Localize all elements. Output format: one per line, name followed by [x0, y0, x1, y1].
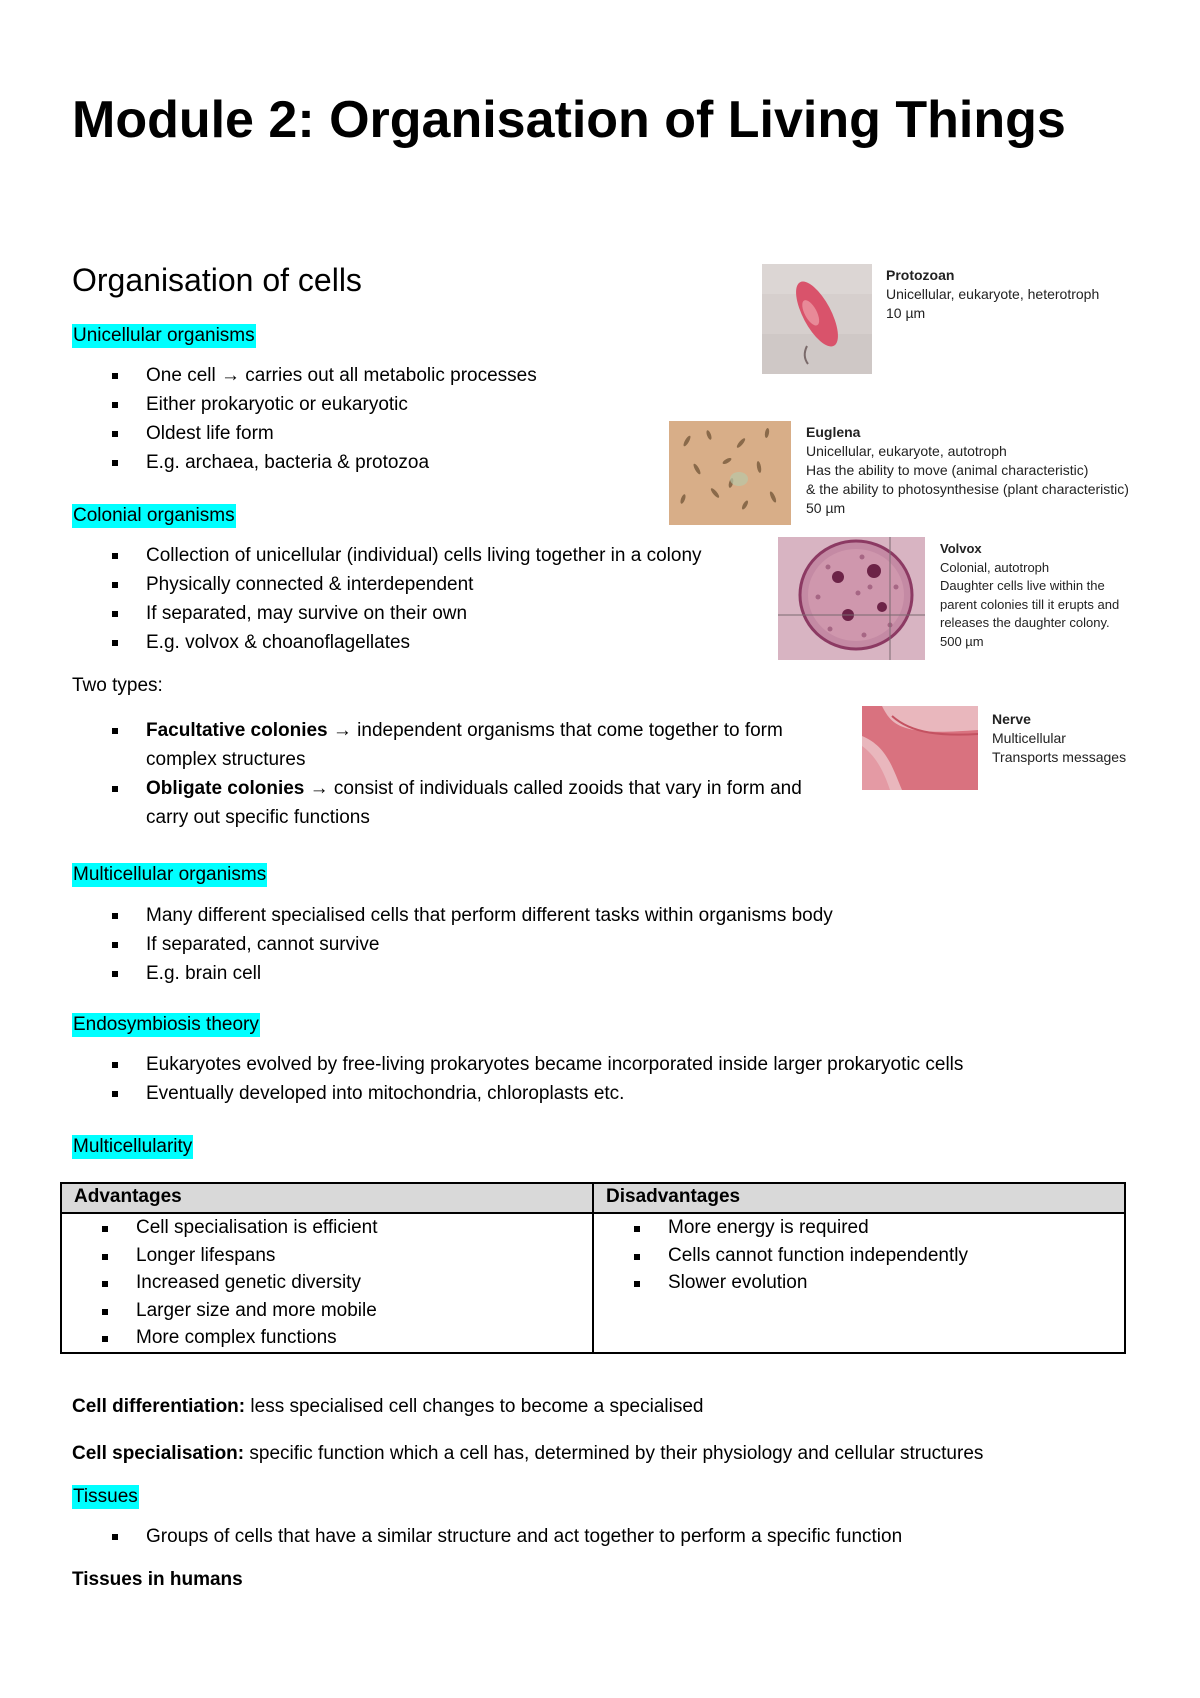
colony-types-list: [72, 716, 832, 832]
volvox-desc-3: parent colonies till it erupts and: [940, 596, 1120, 612]
unicellular-list: [72, 361, 537, 477]
volvox-size: 500 µm: [940, 633, 984, 649]
list-item: Slower evolution: [594, 1269, 1124, 1297]
tissues-in-humans-label: Tissues in humans: [72, 1569, 243, 1590]
list-item: Many different specialised cells that perform different tasks within organisms body: [72, 901, 833, 930]
list-item: Cell specialisation is efficient: [62, 1214, 592, 1242]
volvox-caption: [940, 540, 1119, 651]
list-item: More energy is required: [594, 1214, 1124, 1242]
differentiation-term: Cell differentiation:: [72, 1396, 246, 1417]
euglena-image: [669, 421, 791, 525]
list-item: Either prokaryotic or eukaryotic: [72, 390, 537, 419]
advantages-cell: [61, 1213, 593, 1353]
list-item: E.g. archaea, bacteria & protozoa: [72, 448, 537, 477]
list-item: [72, 774, 832, 832]
list-item: E.g. volvox & choanoflagellates: [72, 628, 832, 657]
protozoan-caption: [886, 266, 1099, 323]
volvox-desc-4: releases the daughter colony.: [940, 615, 1110, 630]
colonial-heading: Colonial organisms: [73, 505, 235, 526]
disadvantages-cell: [593, 1213, 1125, 1353]
protozoan-size: 10 µm: [886, 305, 926, 321]
list-item: More complex functions: [62, 1324, 592, 1352]
nerve-desc-2: Transports messages: [992, 749, 1127, 765]
list-item: One cell → carries out all metabolic processes: [72, 361, 537, 390]
list-item: If separated, cannot survive: [72, 930, 833, 959]
multicellular-list: [72, 901, 833, 988]
cell-specialisation-definition: [72, 1439, 983, 1468]
nerve-image: [862, 706, 978, 790]
endosymbiosis-section: [72, 1013, 963, 1108]
list-item: Longer lifespans: [62, 1242, 592, 1270]
advantages-list: [62, 1214, 592, 1352]
colonial-section: [72, 504, 832, 832]
table-row: [61, 1213, 1125, 1353]
endosymbiosis-list: [72, 1050, 963, 1108]
list-item: [72, 716, 832, 774]
list-item: Eventually developed into mitochondria, chloroplasts etc.: [72, 1079, 963, 1108]
section-title: Organisation of cells: [72, 262, 362, 298]
facultative-text: → independent organisms that come together to form complex structures: [146, 720, 783, 770]
euglena-caption: [806, 423, 1129, 518]
list-item: Physically connected & interdependent: [72, 570, 832, 599]
obligate-term: Obligate colonies: [146, 778, 305, 799]
euglena-name: Euglena: [806, 424, 861, 440]
euglena-desc-1: Unicellular, eukaryote, autotroph: [806, 443, 1007, 459]
list-item: Cells cannot function independently: [594, 1242, 1124, 1270]
multicellularity-heading: Multicellularity: [73, 1136, 193, 1157]
list-item: E.g. brain cell: [72, 959, 833, 988]
tissues-list: [72, 1522, 902, 1551]
page-title: Module 2: Organisation of Living Things: [72, 91, 1066, 149]
list-item: Eukaryotes evolved by free-living prokaryotes became incorporated inside larger prokaryotic cells: [72, 1050, 963, 1079]
cell-differentiation-definition: [72, 1392, 704, 1421]
disadvantages-header: Disadvantages: [593, 1183, 1125, 1213]
volvox-desc-2: Daughter cells live within the: [940, 578, 1105, 593]
nerve-desc-1: Multicellular: [992, 730, 1066, 746]
list-item: Groups of cells that have a similar structure and act together to perform a specific function: [72, 1522, 902, 1551]
list-item: Oldest life form: [72, 419, 537, 448]
specialisation-text: specific function which a cell has, determined by their physiology and cellular structures: [244, 1443, 984, 1464]
multicellular-heading: Multicellular organisms: [73, 864, 267, 885]
list-item: Larger size and more mobile: [62, 1297, 592, 1325]
disadvantages-list: [594, 1214, 1124, 1297]
differentiation-text: less specialised cell changes to become a specialised: [245, 1396, 704, 1417]
euglena-size: 50 µm: [806, 500, 846, 516]
euglena-desc-2: Has the ability to move (animal characteristic): [806, 462, 1089, 478]
list-item: Collection of unicellular (individual) cells living together in a colony: [72, 541, 832, 570]
colonial-list: [72, 541, 832, 657]
euglena-desc-3: & the ability to photosynthesise (plant characteristic): [806, 481, 1129, 497]
volvox-name: Volvox: [940, 541, 982, 556]
advantages-header: Advantages: [61, 1183, 593, 1213]
list-item: Increased genetic diversity: [62, 1269, 592, 1297]
protozoan-name: Protozoan: [886, 267, 955, 283]
table-header-row: [61, 1183, 1125, 1213]
obligate-text: → consist of individuals called zooids that vary in form and carry out specific functions: [146, 778, 802, 828]
two-types-label: Two types:: [72, 675, 163, 696]
volvox-desc-1: Colonial, autotroph: [940, 559, 1050, 575]
multicellularity-table: [60, 1182, 1126, 1354]
facultative-term: Facultative colonies: [146, 720, 328, 741]
unicellular-section: [72, 324, 537, 477]
multicellularity-section: [72, 1135, 193, 1159]
specialisation-term: Cell specialisation:: [72, 1443, 245, 1464]
nerve-name: Nerve: [992, 711, 1031, 727]
multicellular-section: [72, 863, 833, 988]
list-item: If separated, may survive on their own: [72, 599, 832, 628]
tissues-section: [72, 1485, 902, 1594]
protozoan-desc: Unicellular, eukaryote, heterotroph: [886, 286, 1100, 302]
nerve-caption: [992, 710, 1126, 767]
endosymbiosis-heading: Endosymbiosis theory: [73, 1014, 259, 1035]
volvox-image: [778, 537, 925, 660]
tissues-heading: Tissues: [73, 1486, 138, 1507]
protozoan-image: [762, 264, 872, 374]
unicellular-heading: Unicellular organisms: [73, 325, 255, 346]
